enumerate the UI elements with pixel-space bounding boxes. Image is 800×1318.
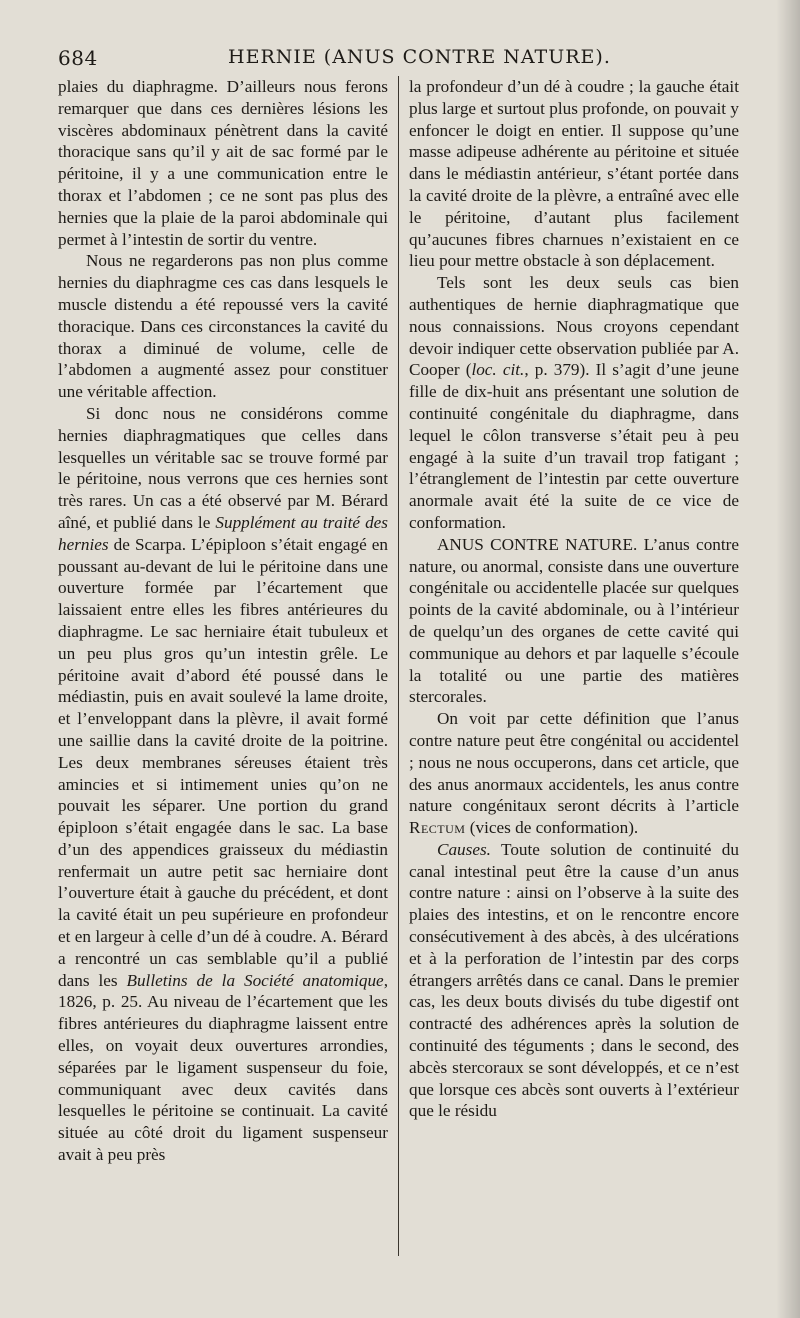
paragraph-text: , 1826, p. 25. Au niveau de l’écartement que les fibres antérieures du diaphragme laissent entre elles, on voyait deux ouvertures arrondies, séparées par le ligament suspenseur du foie, communiquant avec deux cavités dans lesquelles le péritoine se continuait. La cavité située au côté droit du ligament suspenseur avait à peu près	[58, 970, 388, 1165]
paragraph-text: Nous ne regarderons pas non plus comme hernies du diaphragme ces cas dans lesquels le muscle distendu a été repoussé vers la cavité thoracique. Dans ces circonstances la cavité du thorax a diminué de volume, celle de l’abdomen a augmenté assez pour constituer une véritable affection.	[58, 251, 388, 402]
paragraph-text: la profondeur d’un dé à coudre ; la gauche était plus large et surtout plus profonde, on pouvait y enfoncer le doigt en entier. Il suppose qu’une masse adipeuse adhérente au péritoine et située dans le médiastin antérieur, s’étant portée dans la cavité droite de la plèvre, a entraîné avec elle le péritoine, d’autant plus facilement qu’aucunes fibres charnues n’existaient en ce lieu pour mettre obstacle à son déplacement.	[409, 77, 739, 271]
paragraph	[409, 534, 739, 708]
paragraph-text: L’anus contre nature, ou anormal, consiste dans une ouverture congénitale ou accidentelle placée sur quelques points de la cavité abdominale, ou à l’intérieur de quelqu’un des organes de cette cavité qui communique au dehors et par laquelle s’écoule la totalité ou une partie des matières stercorales.	[409, 534, 740, 707]
section-heading: ANUS CONTRE NATURE.	[437, 534, 638, 554]
paragraph	[58, 403, 388, 1166]
paragraph	[409, 708, 739, 839]
running-title: HERNIE (ANUS CONTRE NATURE).	[228, 46, 611, 68]
page-edge-shadow	[776, 0, 800, 1318]
book-title-italic: Supplément au traité des hernies	[58, 512, 388, 554]
column-divider	[398, 76, 399, 1256]
citation-italic: loc. cit.	[471, 360, 525, 380]
paragraph-text: Toute solution de continuité du canal intestinal peut être la cause d’un anus contre nature : ainsi on l’observe à la suite des plaies des intestins, et on le rencontre encore consécutivement à des abcès, à des ulcérations et à la perforation de l’intestin par des corps étrangers arrêtés dans ce canal. Dans le premier cas, les deux bouts divisés du tube digestif ont contracté des adhérences après la solution de continuité des téguments ; dans le second, des abcès stercoraux se sont développés, et ce n’est que lorsque ces abcès sont ouverts à l’extérieur que le résidu	[409, 839, 739, 1121]
paragraph-text: de Scarpa. L’épiploon s’était engagé en poussant au-devant de lui le péritoine dans une ouverture formée par l’écartement que laissaient entre elles les fibres antérieures du diaphragme. Le sac herniaire était tubuleux et un peu plus gros qu’un intestin grêle. Le péritoine avait d’abord été poussé dans le médiastin, puis en avait soulevé la lame droite, et l’enveloppant dans la plèvre, il avait formé une saillie dans la cavité droite de la poitrine. Les deux membranes séreuses étaient très amincies et si intimement unies qu’on ne pouvait les séparer. Une portion du grand épiploon s’était engagée dans le sac. La base d’un des appendices graisseux du médiastin renfermait un autre petit sac herniaire dont l’ouverture était à gauche du précédent, et dont la cavité était un peu supérieure en profondeur et en largeur à celle d’un dé à coudre. A. Bérard a rencontré un cas semblable qu’il a publié dans les	[58, 534, 388, 990]
page-header	[58, 44, 740, 74]
page-number: 684	[58, 46, 98, 70]
paragraph-text: On voit par cette définition que l’anus contre nature peut être congénital ou accidentel ; nous ne nous occuperons, dans cet article, que des anus anormaux accidentels, les anus contre nature congénitaux seront décrits à l’article	[409, 709, 739, 816]
paragraph-text: Si donc nous ne considérons comme hernies diaphragmatiques que celles dans lesquelles un véritable sac se trouve formé par le péritoine, nous verrons que ces hernies sont très rares. Un cas a été observé par M. Bérard aîné, et publié dans le	[58, 403, 388, 532]
paragraph	[409, 839, 739, 1122]
paragraph-text: , p. 379). Il s’agit d’une jeune fille de dix-huit ans présentant une solution de continuité congénitale du diaphragme, dans lequel le côlon transverse s’était peu à peu engagé à la suite d’un travail trop fatigant ; l’étranglement de l’intestin par cette ouverture anormale avait été la suite de ce vice de conformation.	[409, 360, 739, 532]
right-column	[409, 76, 739, 1122]
subsection-heading: Causes.	[437, 839, 491, 859]
paragraph-text: (vices de conformation).	[465, 818, 639, 838]
paragraph-text: plaies du diaphragme. D’ailleurs nous ferons remarquer que dans ces dernières lésions les viscères abdominaux pénètrent dans la cavité thoracique sans qu’il y ait de sac formé par le péritoine, il y a une communication entre le thorax et l’abdomen ; ce ne sont pas plus des hernies que la plaie de la paroi abdominale qui permet à l’intestin de sortir du ventre.	[58, 77, 388, 249]
left-column	[58, 76, 388, 1166]
paragraph	[58, 250, 388, 403]
paragraph	[409, 272, 739, 534]
paragraph-text: Tels sont les deux seuls cas bien authentiques de hernie diaphragmatique que nous connaissions. Nous croyons cependant devoir indiquer cette observation publiée par A. Cooper (	[409, 273, 739, 380]
cross-reference: Rectum	[409, 818, 466, 838]
journal-title-italic: Bulletins de la Société anatomique	[126, 970, 384, 990]
paragraph	[409, 76, 739, 272]
paragraph	[58, 76, 388, 250]
